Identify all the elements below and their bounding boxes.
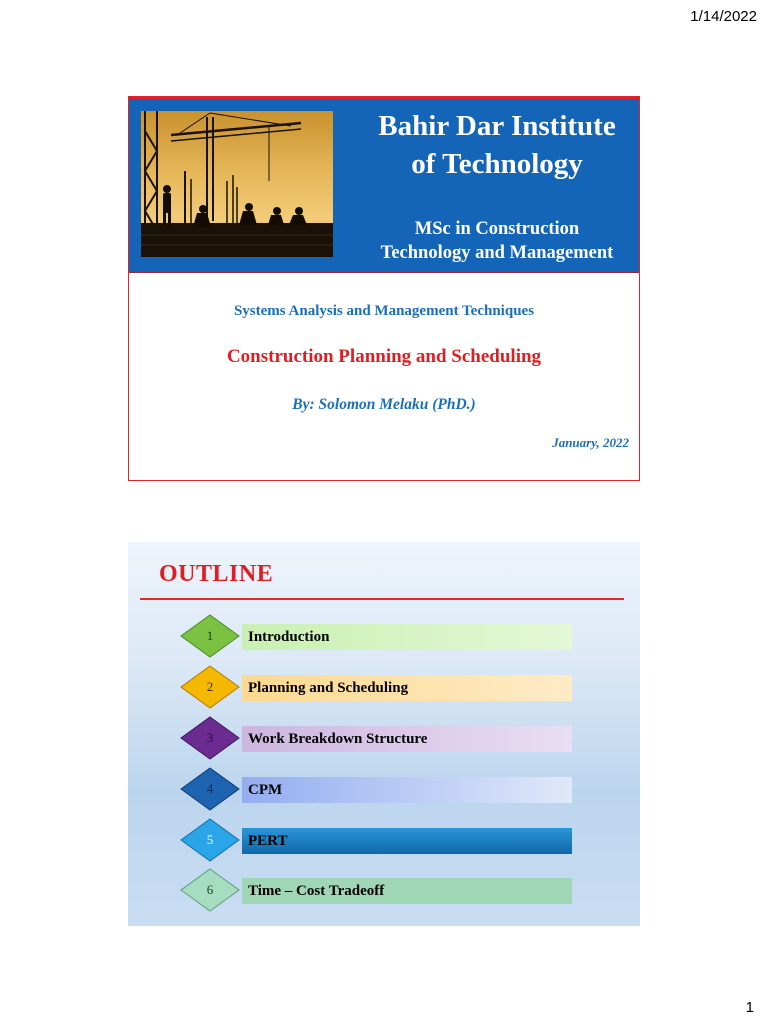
outline-item-2: [180, 665, 572, 709]
outline-item-label: Time – Cost Tradeoff: [242, 878, 572, 904]
program-line-2: Technology and Management: [380, 243, 614, 263]
institution-title: [349, 107, 645, 183]
title-slide: [128, 96, 640, 481]
author-line: By: Solomon Melaku (PhD.): [292, 396, 476, 413]
construction-photo: [141, 111, 333, 257]
topic-title: Construction Planning and Scheduling: [226, 346, 542, 367]
outline-item-number: 3: [206, 730, 214, 745]
outline-item-3: [180, 716, 572, 760]
outline-item-label: Introduction: [242, 624, 572, 650]
institution-line-2: of Technology: [411, 148, 583, 180]
outline-item-number: 6: [206, 882, 214, 897]
outline-item-number: 4: [206, 781, 214, 796]
outline-item-6: [180, 868, 572, 912]
institution-line-1: Bahir Dar Institute: [378, 110, 616, 142]
outline-item-4: [180, 767, 572, 811]
title-banner: [129, 97, 639, 273]
outline-item-number: 5: [206, 832, 214, 847]
outline-item-number: 1: [206, 628, 214, 643]
course-title: Systems Analysis and Management Techniques: [233, 303, 535, 319]
outline-item-1: [180, 614, 572, 658]
outline-title: OUTLINE: [159, 561, 274, 587]
program-line-1: MSc in Construction: [414, 219, 580, 239]
slide-date: January, 2022: [552, 435, 629, 450]
title-underline: [140, 598, 624, 600]
outline-item-5: [180, 818, 572, 862]
page-date: 1/14/2022: [690, 8, 757, 25]
outline-item-label: Planning and Scheduling: [242, 675, 572, 701]
outline-item-label: PERT: [242, 828, 572, 854]
page-number: 1: [745, 999, 754, 1016]
outline-item-number: 2: [206, 679, 214, 694]
program-title: [349, 217, 645, 265]
outline-slide: [128, 542, 640, 926]
outline-item-label: CPM: [242, 777, 572, 803]
outline-item-label: Work Breakdown Structure: [242, 726, 572, 752]
